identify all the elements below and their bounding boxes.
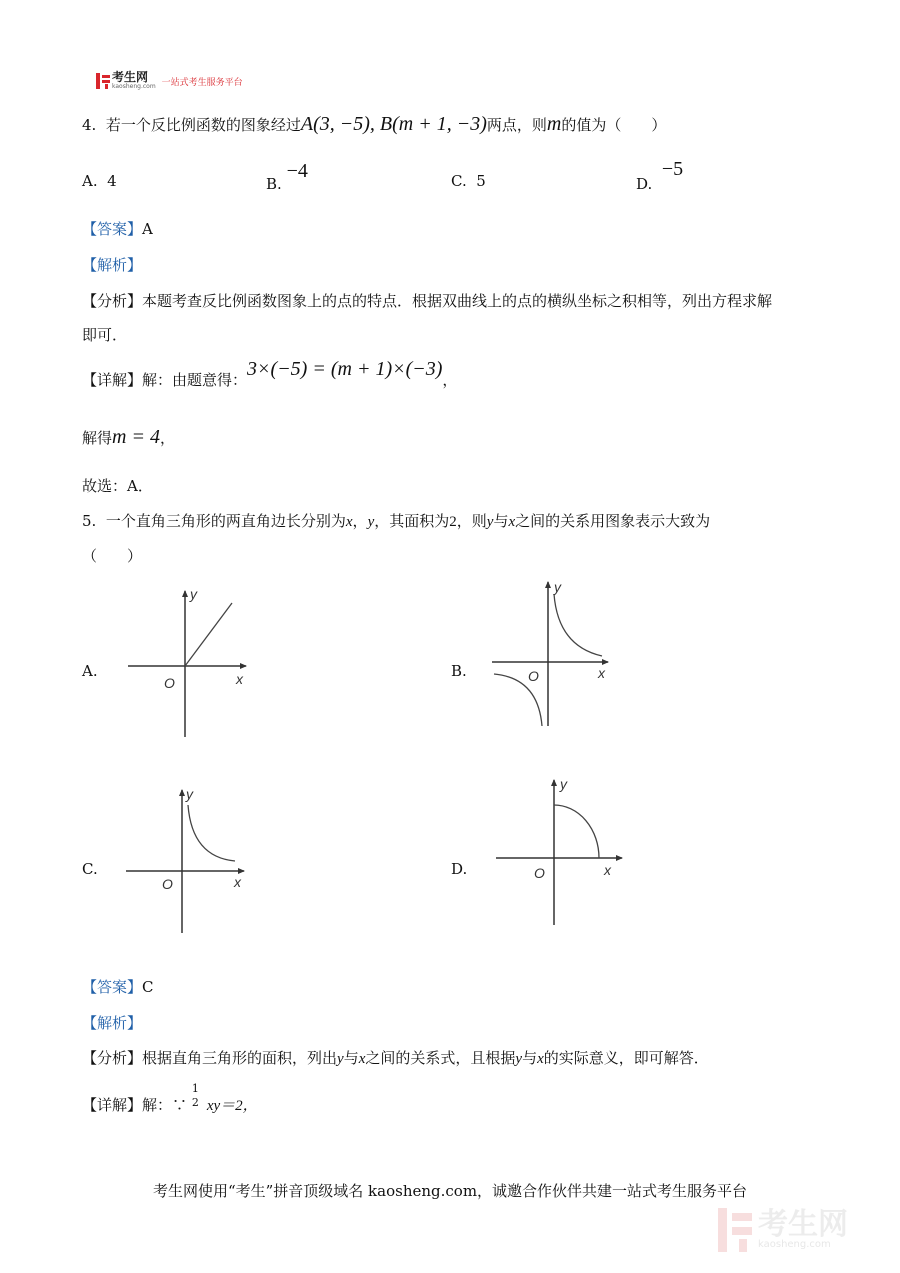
q4-xiangjie: 【详解】解：由题意得：3×(−5) = (m + 1)×(−3)， (82, 358, 458, 389)
q4-answer: 【答案】A (82, 220, 153, 238)
y-axis-label: y (560, 776, 567, 792)
brand-logo-icon (96, 73, 110, 89)
y-axis-label: y (190, 586, 197, 602)
brand-domain: kaosheng.com (112, 83, 156, 90)
q4-stem: 4. 若一个反比例函数的图象经过A(3, −5), B(m + 1, −3)两点，则m的值为（ ） (82, 113, 667, 135)
q5-graph-b (490, 578, 615, 728)
brand-name: 考生网 kaosheng.com (112, 70, 156, 90)
q5-xiangjie: 【详解】解：∵ 1 2 xy＝2， (82, 1082, 258, 1114)
x-axis-label: x (234, 874, 241, 890)
q4-points-expr: A(3, −5), B(m + 1, −3) (300, 113, 487, 135)
q4-option-c: C. 5 (451, 172, 486, 190)
quarter-circle-arc (554, 805, 599, 858)
q5-option-b-label: B. (451, 662, 467, 680)
q5-option-c-label: C. (82, 860, 98, 878)
q5-stem: 5. 一个直角三角形的两直角边长分别为x，y，其面积为2，则y与x之间的关系用图象表示大致为 (82, 512, 711, 530)
watermark-domain: kaosheng.com (758, 1239, 831, 1250)
q5-jiexi-tag: 【解析】 (82, 1014, 143, 1032)
graph-line (185, 603, 232, 666)
q4-option-b: B. −4 (266, 160, 308, 193)
y-axis-label: y (186, 786, 193, 802)
q5-graph-c (122, 785, 252, 935)
q5-option-d-label: D. (451, 860, 468, 878)
x-axis-label: x (236, 671, 243, 687)
y-axis-label: y (554, 579, 561, 595)
brand-slogan: 一站式考生服务平台 (161, 77, 243, 88)
q4-jiexi-tag: 【解析】 (82, 256, 143, 274)
q4-solve: 解得m = 4， (82, 426, 175, 448)
origin-label: O (162, 876, 173, 892)
q4-fenxi: 【分析】本题考查反比例函数图象上的点的特点．根据双曲线上的点的横纵坐标之积相等，列出方程求解 (82, 292, 773, 310)
watermark-logo-icon (718, 1208, 752, 1252)
q5-fraction: 1 2 (191, 1082, 199, 1109)
brand-logo (96, 72, 243, 90)
origin-label: O (528, 668, 539, 684)
q4-option-a: A. 4 (82, 172, 117, 190)
q4-conclusion: 故选：A． (82, 477, 153, 495)
origin-label: O (164, 675, 175, 691)
origin-label: O (534, 865, 545, 881)
x-axis-label: x (598, 665, 605, 681)
hyperbola-branch-1 (188, 805, 235, 861)
q5-paren: （ ） (82, 547, 143, 565)
watermark (718, 1208, 848, 1252)
q5-option-a-label: A. (82, 662, 98, 680)
hyperbola-branch-1 (554, 594, 602, 656)
q5-answer: 【答案】C (82, 978, 154, 996)
watermark-name: 考生网 (758, 1207, 848, 1242)
q5-graph-d (492, 775, 627, 927)
q4-fenxi-line2: 即可． (82, 326, 128, 344)
q4-option-d: D. −5 (636, 158, 684, 193)
x-axis-label: x (604, 862, 611, 878)
q4-solution: m = 4 (112, 426, 160, 448)
q5-fenxi: 【分析】根据直角三角形的面积，列出y与x之间的关系式，且根据y与x的实际意义，即可解答． (82, 1049, 709, 1067)
q5-graph-a (120, 585, 260, 740)
q4-equation: 3×(−5) = (m + 1)×(−3) (247, 358, 443, 380)
footer-text: 考生网使用“考生”拼音顶级域名 kaosheng.com，诚邀合作伙伴共建一站式考生服务平台 (152, 1182, 748, 1200)
